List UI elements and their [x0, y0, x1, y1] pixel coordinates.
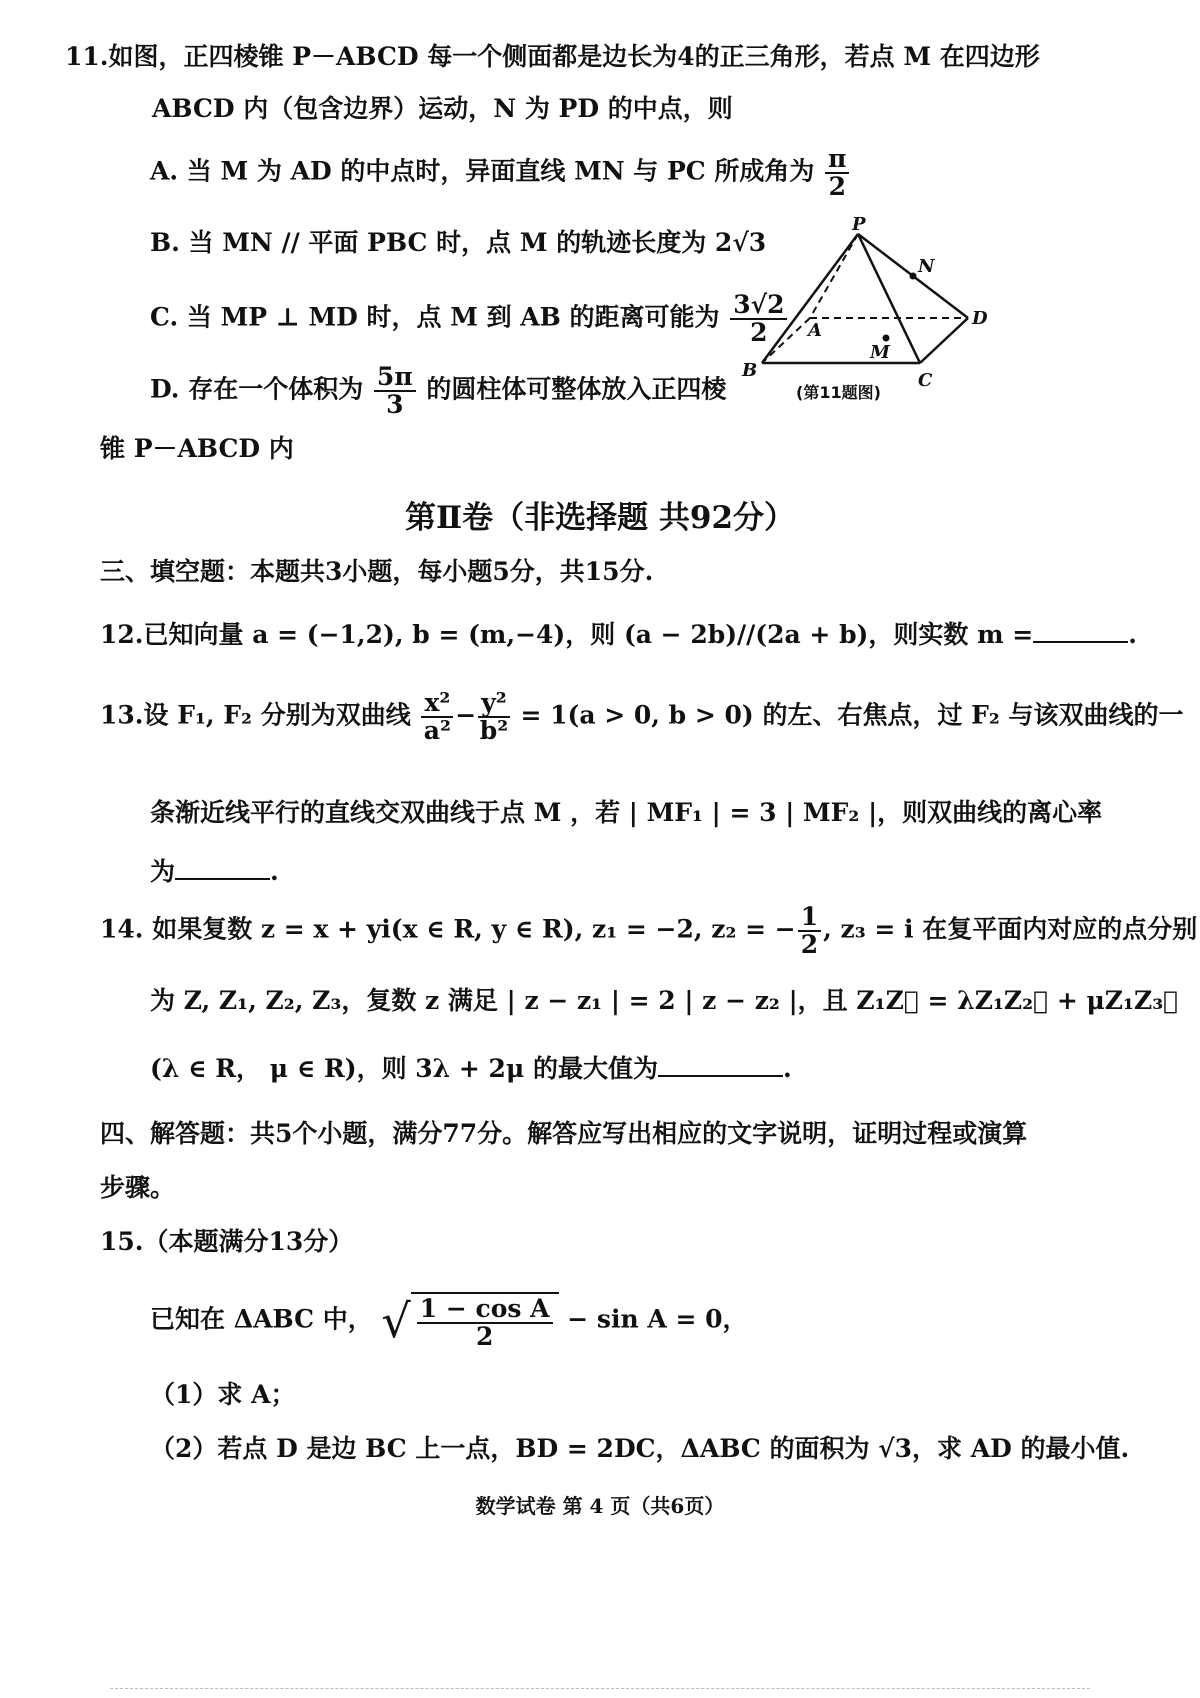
q15-condition-text: 已知在 ΔABC 中，: [150, 1304, 373, 1334]
fraction-numerator: 1 − cos A: [417, 1296, 553, 1324]
q15-sqrt-content: [411, 1292, 559, 1350]
point-n: [910, 273, 917, 280]
point-m: [883, 335, 890, 342]
q11-option-c-text: C. 当 MP ⊥ MD 时，点 M 到 AB 的距离可能为: [150, 302, 720, 332]
q11-option-c: [150, 292, 789, 346]
q15-part2: （2）若点 D 是边 BC 上一点，BD = 2DC，ΔABC 的面积为 √3，求 AD 的最小值.: [150, 1434, 1130, 1463]
q11-option-d-text-end: 的圆柱体可整体放入正四棱: [426, 374, 727, 404]
fraction-denominator: 2: [475, 1322, 494, 1351]
label-n: N: [918, 256, 935, 277]
fill-in-heading: 三、填空题：本题共3小题，每小题5分，共15分.: [100, 557, 654, 586]
fraction-denominator: 3: [386, 390, 404, 419]
fraction-numerator: y²: [478, 690, 509, 718]
q11-option-a-text: A. 当 M 为 AD 的中点时，异面直线 MN 与 PC 所成角为: [150, 156, 815, 186]
q13-text-pre: 13.设 F₁, F₂ 分别为双曲线: [100, 700, 411, 730]
q14-line3-text: (λ ∈ R， μ ∈ R)，则 3λ + 2μ 的最大值为: [150, 1054, 658, 1083]
q13-fraction-x: [421, 690, 453, 744]
page-bottom-rule: [110, 1688, 1090, 1689]
q13-period: .: [270, 857, 279, 886]
fraction-numerator: x²: [421, 690, 453, 718]
q15-fraction: [417, 1296, 553, 1350]
q14-text-pre: 14. 如果复数 z = x + yi(x ∈ R, y ∈ R), z₁ = −2, z₂ = −: [100, 914, 796, 944]
page-footer: 数学试卷 第 4 页（共6页）: [475, 1494, 725, 1518]
answer-blank: [658, 1053, 783, 1077]
sqrt-icon: √: [381, 1294, 411, 1348]
fraction-denominator: 2: [750, 318, 768, 347]
q11-option-d: [150, 364, 726, 418]
fraction-denominator: b²: [479, 716, 509, 745]
fraction-numerator: 1: [798, 904, 821, 932]
q13-fraction-y: [478, 690, 509, 744]
q11-option-d-fraction: [374, 364, 416, 418]
q15-header: 15.（本题满分13分）: [100, 1227, 354, 1256]
fraction-denominator: 2: [828, 172, 846, 201]
q11-line1: 11.如图，正四棱锥 P－ABCD 每一个侧面都是边长为4的正三角形，若点 M 在四边形: [65, 42, 1040, 71]
q12-line: [100, 618, 1137, 652]
q14-line2: 为 Z, Z₁, Z₂, Z₃，复数 z 满足 | z − z₁ | = 2 | z − z₂ |，且 Z₁Z⃗ = λZ₁Z₂⃗ + μZ₁Z₃⃗: [150, 986, 1179, 1015]
label-b: B: [742, 360, 758, 381]
edge-pa-hidden: [810, 234, 858, 318]
q13-minus: −: [455, 700, 477, 730]
section-title: 第Ⅱ卷（非选择题 共92分）: [404, 500, 796, 536]
fraction-numerator: 3√2: [730, 292, 787, 320]
q11-line2: ABCD 内（包含边界）运动，N 为 PD 的中点，则: [152, 94, 733, 123]
q15-condition: [150, 1292, 748, 1350]
solution-heading-line1: 四、解答题：共5个小题，满分77分。解答应写出相应的文字说明，证明过程或演算: [100, 1119, 1028, 1148]
q11-option-d-text: D. 存在一个体积为: [150, 374, 364, 404]
q13-line2: 条渐近线平行的直线交双曲线于点 M ，若 | MF₁ | = 3 | MF₂ |，则双曲线的离心率: [150, 798, 1103, 827]
label-c: C: [918, 370, 933, 391]
q13-line3-text: 为: [150, 857, 176, 886]
q11-option-a: [150, 146, 851, 200]
answer-blank: [1033, 619, 1128, 643]
q14-text-post: , z₃ = i 在复平面内对应的点分别: [823, 914, 1198, 944]
fraction-numerator: π: [825, 146, 849, 174]
label-p: P: [852, 214, 866, 235]
q14-line1: [100, 904, 1197, 958]
q11-option-a-fraction: [825, 146, 849, 200]
q14-period: .: [782, 1054, 792, 1083]
q13-line3: [150, 855, 279, 889]
fraction-denominator: 2: [800, 930, 819, 959]
answer-blank: [175, 856, 270, 880]
q14-line3: [150, 1052, 792, 1086]
q15-part1: （1）求 A；: [150, 1380, 296, 1409]
q14-fraction: [798, 904, 821, 958]
fraction-denominator: a²: [423, 716, 451, 745]
fraction-numerator: 5π: [374, 364, 416, 392]
edge-cd: [920, 318, 968, 363]
q12-text: 12.已知向量 a = (−1,2), b = (m,−4)，则 (a − 2b)//(2a + b)，则实数 m =: [100, 620, 1034, 649]
q13-line1: [100, 690, 1184, 744]
q15-condition-end: − sin A = 0，: [567, 1304, 748, 1334]
solution-heading-line2: 步骤。: [100, 1173, 176, 1202]
figure-caption: (第11题图): [796, 383, 881, 402]
q11-option-d-line2: 锥 P－ABCD 内: [100, 434, 294, 463]
label-d: D: [972, 308, 988, 329]
q11-option-c-fraction: [730, 292, 787, 346]
q11-option-b: B. 当 MN // 平面 PBC 时，点 M 的轨迹长度为 2√3: [150, 228, 767, 257]
label-m: M: [870, 342, 890, 363]
label-a: A: [808, 320, 822, 341]
q12-period: .: [1128, 620, 1137, 649]
q13-text-post: = 1(a > 0, b > 0) 的左、右焦点，过 F₂ 与该双曲线的一: [520, 700, 1184, 730]
